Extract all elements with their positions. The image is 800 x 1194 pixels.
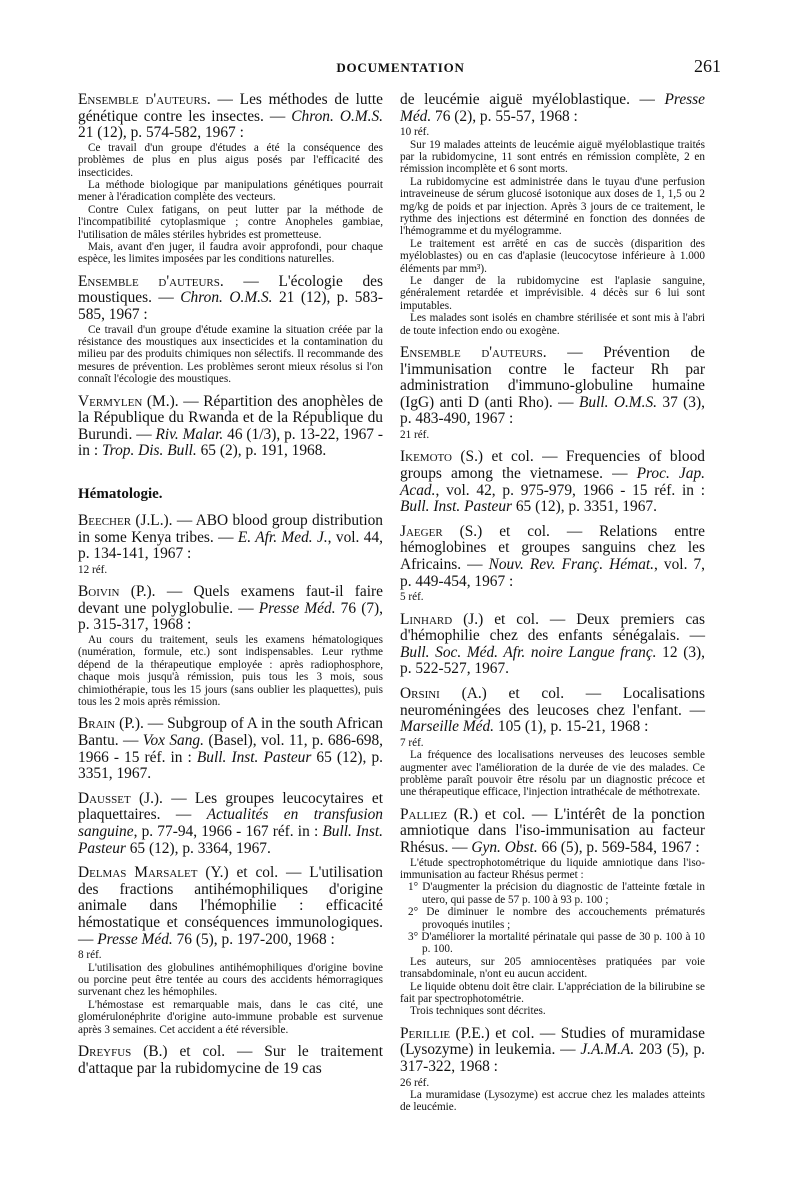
citation-source: 105 (1), p. 15-21, 1968 : [494, 718, 649, 736]
authors: Dreyfus (B.) [78, 1043, 168, 1060]
journal-name: E. Afr. Med. J. [237, 528, 328, 546]
citation-title: et col. — Localisations neuroméningées des leucoses chez l'enfant. — [400, 685, 705, 719]
reference-count: 21 réf. [400, 429, 430, 442]
journal-name: Riv. Malar. [155, 425, 224, 443]
citation-source: 65 (12), p. 3364, 1967. [125, 839, 271, 857]
bibliography-entry [78, 394, 383, 460]
citation-source: (Basel), vol. 11, p. 686-698, 1966 - 15 réf. in : [78, 732, 383, 766]
reference-citation [78, 513, 383, 563]
reference-citation [400, 92, 705, 125]
journal-name: Presse Méd. [400, 91, 705, 125]
reference-citation [400, 345, 705, 428]
citation-title: — ABO blood group distribution in some Kenya tribes. — [78, 512, 383, 546]
citation-source: 65 (12), p. 3351, 1967. [512, 498, 657, 516]
citation-title: — Répartition des anophèles de la République du Rwanda et de la République du Burundi. — [78, 392, 383, 443]
citation-title: et col. — Sur le traitement d'attaque par la rubidomycine de 19 cas [78, 1043, 383, 1077]
citation-title: — L'écologie des moustiques. — [78, 272, 383, 307]
abstract-paragraph: La méthode biologique par manipulations génétiques pourrait mener à l'éradication complète des vecteurs. [78, 179, 383, 204]
citation-source: 76 (2), p. 55-57, 1968 : [431, 107, 578, 125]
abstract-paragraph: Trois techniques sont décrites. [410, 1005, 546, 1018]
bibliography-entry [400, 524, 705, 604]
reference-citation [78, 584, 383, 634]
authors: Ensemble d'auteurs. [78, 272, 224, 290]
bibliography-entry [400, 686, 705, 799]
bibliography-entry [400, 345, 705, 441]
journal-name: Presse Méd. [258, 599, 336, 617]
citation-title: et col. — Studies of muramidase (Lysozyme) in leukemia. — [400, 1024, 705, 1059]
abstract-paragraph: L'étude spectrophotométrique du liquide amniotique dans l'iso-immunisation au facteur Rhésus permet : [400, 856, 705, 881]
left-column [78, 92, 383, 1085]
right-column [400, 92, 705, 1122]
journal-name: Gyn. Obst. [471, 839, 538, 856]
running-title: DOCUMENTATION [336, 60, 465, 75]
authors: Ensemble d'auteurs. [78, 91, 211, 108]
citation-source: 12 (3), p. 522-527, 1967. [400, 643, 705, 678]
reference-citation [400, 686, 705, 736]
citation-source: 66 (5), p. 569-584, 1967 : [537, 839, 700, 856]
abstract-paragraph: L'utilisation des globulines antihémophiliques d'origine bovine ou porcine peut être tentée au cours des accidents hémorragiques survenant chez les hémophiles. [78, 961, 383, 999]
citation-source: 65 (2), p. 191, 1968. [196, 442, 327, 460]
abstract-paragraph: Sur 19 malades atteints de leucémie aiguë myéloblastique traités par la rubidomycine, 11 sont entrés en rémission complète, 2 en rémission incomplète et 6 sont morts. [400, 138, 705, 176]
citation-source: 46 (1/3), p. 13-22, 1967 - in : [78, 425, 383, 460]
abstract-paragraph: L'hémostase est remarquable mais, dans le cas cité, une glomérulonéphrite d'origine auto-immune probable est survenue après 3 semaines. Cet accident a été réversible. [78, 998, 383, 1036]
journal-name: Bull. O.M.S. [578, 393, 658, 411]
reference-citation [78, 716, 383, 782]
bibliography-entry [78, 865, 383, 1036]
page-header [78, 58, 723, 82]
citation-source: 203 (5), p. 317-322, 1968 : [400, 1041, 705, 1076]
authors: Ensemble d'auteurs. [400, 344, 547, 362]
abstract-paragraph: La rubidomycine est administrée dans le tuyau d'une perfusion intraveineuse de sérum glucosé isotonique aux doses de 1, 1,5 ou 2 mg/kg de poids et par injection. Après 3 jours de ce traitement, le rythme des injections est déterminé en fonction des données de l'hémogramme et du myélogramme. [400, 175, 705, 238]
abstract-paragraph: Mais, avant d'en juger, il faudra avoir approfondi, pour chaque espèce, les limites imposées par les conditions naturelles. [78, 241, 383, 266]
citation-source: , vol. 7, p. 449-454, 1967 : [400, 556, 705, 590]
citation-title: — Les méthodes de lutte génétique contre les insectes. — [78, 91, 384, 125]
bibliography-entry [78, 274, 383, 386]
bibliography-entry [78, 716, 383, 782]
reference-count: 5 réf. [400, 591, 424, 604]
citation-title: — Quels examens faut-il faire devant une polyglobulie. — [78, 583, 383, 617]
abstract-paragraph: Contre Culex fatigans, on peut lutter par la méthode de l'incompatibilité cytoplasmique ; contre Anopheles gambiae, l'utilisation de mâles stériles hybrides est prometteuse. [78, 203, 383, 241]
citation-title: — Subgroup of A in the south African Bantu. — [78, 715, 383, 750]
reference-citation [78, 394, 383, 460]
bibliography-entry [78, 513, 383, 576]
abstract-list-item: 2° De diminuer le nombre des accouchements prématurés provoqués inutiles ; [408, 906, 705, 931]
journal-name: Vox Sang. [142, 732, 204, 750]
journal-name: Trop. Dis. Bull. [101, 442, 197, 460]
reference-count: 12 réf. [78, 563, 108, 576]
citation-title: — Les groupes leucocytaires et plaquettaires. — [78, 789, 383, 824]
reference-count: 10 réf. [400, 126, 430, 139]
journal-name: Bull. Inst. Pasteur [196, 748, 312, 766]
bibliography-entry [78, 791, 383, 857]
abstract-list-item: 1° D'augmenter la précision du diagnostic de l'atteinte fœtale in utero, qui passe de 57 p. 100 à 93 p. 100 ; [408, 881, 705, 906]
bibliography-entry [400, 449, 705, 515]
citation-source: , vol. 44, p. 134-141, 1967 : [78, 528, 384, 563]
reference-citation [400, 524, 705, 590]
bibliography-entry [400, 92, 705, 337]
citation-source: , p. 77-94, 1966 - 167 réf. in : [133, 823, 323, 840]
reference-citation [400, 1026, 705, 1076]
reference-count: 7 réf. [400, 736, 424, 749]
citation-title: et col. — L'utilisation des fractions antihémophiliques d'origine animale dans l'hémophilie : efficacité hémostatique et conséquences immunologiques. — [78, 864, 383, 948]
abstract-paragraph: Le liquide obtenu doit être clair. L'appréciation de la bilirubine se fait par spectrophotométrie. [400, 980, 705, 1006]
journal-name: Chron. O.M.S. [180, 289, 273, 307]
citation-source: , vol. 42, p. 975-979, 1966 - 15 réf. in : [435, 481, 705, 499]
journal-name: Presse Méd. [97, 930, 173, 948]
abstract-paragraph: La fréquence des localisations nerveuses des leucoses semble augmenter avec l'amélioration de la durée de vie des malades. Ce problème paraît pouvoir être résolu par un diagnostic précoce et une thérapeutique efficace, l'injection intrathécale de méthotrexate. [400, 749, 705, 799]
abstract-list-item: 3° D'améliorer la mortalité périnatale qui passe de 30 p. 100 à 10 p. 100. [408, 931, 705, 956]
page-number: 261 [694, 56, 721, 76]
authors: Beecher (J.L.). [78, 512, 173, 530]
citation-title: et col. — L'intérêt de la ponction amniotique dans l'iso-immunisation au facteur Rhésus. — [400, 805, 705, 856]
journal-name: Actualités en transfusion sanguine [78, 806, 383, 840]
journal-name: Nouv. Rev. Franç. Hémat. [488, 556, 655, 574]
citation-source: 76 (5), p. 197-200, 1968 : [172, 930, 335, 948]
bibliography-entry [400, 807, 705, 1018]
reference-citation [400, 449, 705, 515]
abstract-paragraph: Ce travail d'un groupe d'études a été la conséquence des problèmes de plus en plus aigus posés par l'efficacité des insecticides. [78, 141, 383, 179]
reference-citation [78, 791, 383, 857]
abstract-paragraph: Les auteurs, sur 205 amniocentèses pratiquées par voie transabdominale, n'ont eu aucun accident. [400, 955, 705, 981]
authors: Orsini (A.) [400, 685, 487, 702]
citation-source: 37 (3), p. 483-490, 1967 : [400, 393, 705, 428]
authors: Delmas Marsalet (Y.) [78, 864, 229, 882]
journal-name: Bull. Inst. Pasteur [78, 823, 383, 857]
bibliography-entry [400, 612, 705, 678]
journal-name: Marseille Méd. [400, 718, 495, 736]
citation-source: 21 (12), p. 574-582, 1967 : [78, 124, 244, 142]
abstract-paragraph: Ce travail d'un groupe d'étude examine la situation créée par la résistance des moustiques aux insecticides et la contamination du milieu par des produits chimiques non sélectifs. Il recommande des mesures de prévention. Les problèmes seront mieux résolus si l'on connaît l'écologie des moustiques. [78, 323, 383, 386]
bibliography-entry [400, 1026, 705, 1114]
authors: Brain (P.). [78, 715, 144, 733]
reference-citation [400, 612, 705, 678]
journal-name: Bull. Inst. Pasteur [400, 498, 513, 516]
reference-citation [400, 807, 705, 857]
reference-citation [78, 92, 383, 142]
authors: Palliez (R.) [400, 805, 479, 823]
reference-citation [78, 865, 383, 948]
journal-name: Chron. O.M.S. [291, 107, 384, 125]
abstract-paragraph: Au cours du traitement, seuls les examens hématologiques (numération, formule, etc.) sont indispensables. Leur rythme dépend de la thérapeutique employée : après radiophosphore, chaque mois jusqu'à rémission, puis tous les 3 mois, sous chimiothérapie, tous les 15 jours (sans oublier les plaquettes), puis tous les 2 mois après rémission. [78, 634, 383, 709]
bibliography-entry [78, 1044, 383, 1077]
abstract-paragraph: Le danger de la rubidomycine est l'aplasie sanguine, généralement retardée et imprévisible. 4 décès sur 6 lui sont imputables. [400, 275, 705, 312]
journal-name: Bull. Soc. Méd. Afr. noire Langue franç. [400, 643, 657, 661]
authors: Boivin (P.). [78, 583, 156, 601]
authors: Dausset (J.). [78, 789, 163, 807]
authors: Ikemoto (S.) [400, 448, 484, 466]
reference-citation [78, 274, 383, 324]
authors: Perillie (P.E.) [400, 1024, 490, 1042]
authors: Linhard (J.) [400, 610, 484, 628]
citation-title: et col. — Deux premiers cas d'hémophilie chez des enfants sénégalais. — [400, 610, 705, 645]
bibliography-entry [78, 584, 383, 708]
reference-count: 26 réf. [400, 1076, 430, 1089]
authors: Jaeger (S.) [400, 522, 483, 540]
abstract-paragraph: Le traitement est arrêté en cas de succès (disparition des myéloblastes) ou en cas d'aplasie (leucocytose inférieure à 1.000 éléments par mm³). [400, 237, 705, 275]
citation-title: — Prévention de l'immunisation contre le facteur Rh par administration d'immuno-globuline humaine (IgG) anti D (anti Rho). — [400, 344, 706, 411]
reference-count: 8 réf. [78, 949, 102, 962]
bibliography-entry [78, 92, 383, 266]
section-heading: Hématologie. [78, 486, 163, 503]
citation-title: et col. — Relations entre hémoglobines et groupes sanguins chez les Africains. — [400, 522, 705, 574]
journal-name: J.A.M.A. [580, 1041, 635, 1059]
citation-source: 65 (12), p. 3351, 1967. [78, 748, 383, 783]
journal-name: Proc. Jap. Acad. [400, 465, 705, 499]
abstract-paragraph: Les malades sont isolés en chambre stérilisée et sont mis à l'abri de toute infection endo ou exogène. [400, 312, 705, 337]
reference-citation [78, 1044, 383, 1077]
citation-title: et col. — Frequencies of blood groups among the vietnamese. — [400, 448, 705, 483]
citation-source: 76 (7), p. 315-317, 1968 : [78, 599, 383, 634]
authors: Vermylen (M.). [78, 392, 179, 410]
citation-source: 21 (12), p. 583-585, 1967 : [78, 289, 383, 324]
citation-title: de leucémie aiguë myéloblastique. — [400, 91, 665, 108]
abstract-paragraph: La muramidase (Lysozyme) est accrue chez les malades atteints de leucémie. [400, 1089, 705, 1114]
